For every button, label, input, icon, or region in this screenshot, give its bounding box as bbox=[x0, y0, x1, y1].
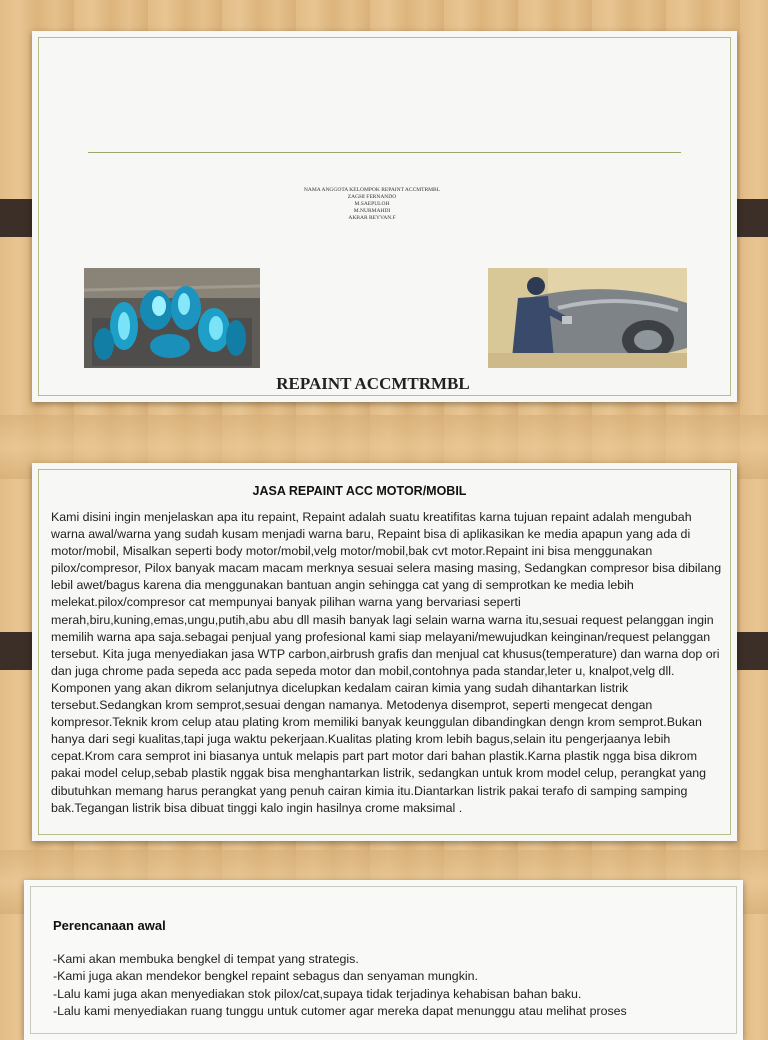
divider-line bbox=[88, 152, 681, 153]
slide-heading: Perencanaan awal bbox=[53, 918, 166, 933]
title-slide bbox=[32, 31, 737, 402]
list-item: -Lalu kami menyediakan ruang tunggu untuk cutomer agar mereka dapat menunggu atau melihat proses bbox=[53, 1004, 627, 1019]
member-name: AKBAR REYVAN.F bbox=[348, 215, 396, 221]
planning-slide bbox=[24, 880, 743, 1040]
slide-heading: JASA REPAINT ACC MOTOR/MOBIL bbox=[252, 484, 467, 498]
member-list bbox=[32, 187, 712, 222]
chrome-motorcycle-parts-photo bbox=[84, 268, 260, 368]
member-name: ZAGHI FERNANDO bbox=[347, 194, 397, 200]
list-item: -Kami juga akan mendekor bengkel repaint sebagus dan senyaman mungkin. bbox=[53, 969, 478, 984]
member-name: M.NURMAHDI bbox=[353, 208, 391, 214]
member-name: M.SAEPULOH bbox=[354, 201, 390, 207]
content-slide bbox=[32, 463, 737, 841]
list-item: -Kami akan membuka bengkel di tempat yang strategis. bbox=[53, 952, 359, 966]
car-spray-painting-photo bbox=[488, 268, 687, 368]
slide-body-text: Kami disini ingin menjelaskan apa itu repaint, Repaint adalah suatu kreatifitas karna tujuan repaint adalah mengubah warna awal/warna yang sudah kusam menjadi warna baru, Repaint bisa di aplikasikan ke media apapun yang ada di motor/mobil, Misalkan seperti body motor/mobil,velg motor/mobil,bak cvt motor.Repaint ini bisa menggunakan pilox/compresor, Pilox banyak macam macam merknya sesuai selera masing masing, Sedangkan compresor bisa dibilang lebil awet/bagus karena dia menggunakan bantuan angin sehingga cat yang di semprotkan ke media lebih melekat.pilox/compresor cat mempunyai banyak pilihan warna yang bervariasi seperti merah,biru,kuning,emas,ungu,putih,abu abu dll masih banyak lagi selain warna warna itu,sesuai request pelanggan ingin memilih warna apa saja.sebagai penjual yang profesional kami siap melayani/mewujudkan keinginan/request pelanggan tersebut. Kita juga menyediakan jasa WTP carbon,airbrush grafis dan menjual cat khusus(temperature) dan warna dop ori dan juga chrome pada sepeda acc pada sepeda motor dan mobil,contohnya pada standar,leter u, knalpot,velg dll. Komponen yang akan dikrom selanjutnya dicelupkan kedalam cairan kimia yang sudah dihantarkan listrik tersebut.Sedangkan krom semprot,sesuai dengan namanya. Metodenya disemprot, seperti mengecat dengan kompresor.Teknik krom celup atau plating krom memiliki banyak keunggulan dibandingkan dengn krom semprot.Bukan hanya dari segi kualitas,tapi juga waktu pekerjaan.Kualitas plating krom lebih bagus,selain itu pengerjaanya lebih cepat.Krom cara semprot ini biasanya untuk melapis part part motor dari bahan plastik.Karna plastik ngga bisa dikrom pakai model celup,sebab plastik nggak bisa menghantarkan listrik, sedangkan untuk krom model celup, perangkat yang dibutuhkan memang harus perangkat yang penuh cairan kimia itu.Diantarkan listrik pakai terafo di samping samping bak.Tegangan listrik bisa dibuat tinggi kalo ingin hasilnya crome maksimal . bbox=[51, 510, 722, 815]
list-item: -Lalu kami juga akan menyediakan stok pilox/cat,supaya tidak terjadinya kehabisan bahan baku. bbox=[53, 986, 582, 1001]
slide-title: REPAINT ACCMTRMBL bbox=[276, 374, 470, 393]
member-list-heading: NAMA ANGGOTA KELOMPOK REPAINT ACCMTRMBL bbox=[303, 187, 441, 193]
planning-list bbox=[53, 951, 733, 1021]
